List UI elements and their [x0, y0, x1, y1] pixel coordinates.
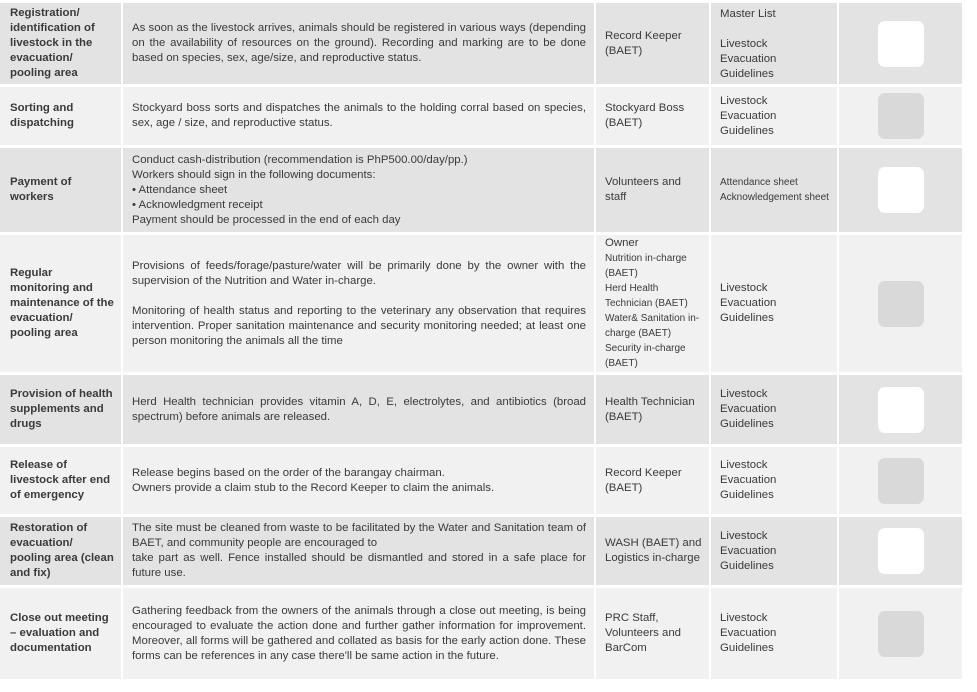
- responsible-line: Nutrition in-charge (BAET): [605, 253, 687, 279]
- reference-line: Livestock Evacuation Guidelines: [720, 459, 777, 501]
- table-row: [0, 375, 977, 444]
- reference-cell: [711, 588, 837, 679]
- checkbox-cell: [839, 447, 962, 514]
- checkbox-cell: [839, 3, 962, 84]
- responsible-cell: [596, 517, 709, 585]
- responsible-cell: [596, 235, 709, 372]
- description-line: • Acknowledgment receipt: [132, 198, 263, 211]
- activity-cell: [0, 517, 121, 585]
- activity-label: Release of livestock after end of emergency: [10, 459, 111, 501]
- description-line: Workers should sign in the following documents:: [132, 168, 376, 181]
- reference-cell: [711, 87, 837, 145]
- activity-cell: [0, 87, 121, 145]
- activity-label: Sorting and dispatching: [10, 102, 74, 129]
- responsible-line: Stockyard Boss (BAET): [605, 102, 685, 129]
- reference-line: Livestock Evacuation Guidelines: [720, 282, 777, 324]
- activity-cell: [0, 447, 121, 514]
- reference-cell: [711, 3, 837, 84]
- activity-cell: [0, 3, 121, 84]
- responsible-line: WASH (BAET) and Logistics in-charge: [605, 537, 702, 564]
- responsible-line: Record Keeper (BAET): [605, 466, 682, 494]
- activity-label: Close out meeting – evaluation and documentation: [10, 612, 109, 654]
- checkbox-cell: [839, 588, 962, 679]
- reference-line: Livestock Evacuation Guidelines: [720, 94, 777, 137]
- responsible-cell: [596, 87, 709, 145]
- description-line: [132, 289, 586, 304]
- activity-cell: [0, 588, 121, 679]
- description-cell: [123, 235, 594, 372]
- responsible-cell: [596, 588, 709, 679]
- description-cell: [123, 375, 594, 444]
- table-row: [0, 3, 977, 84]
- reference-cell: [711, 517, 837, 585]
- activity-label: Provision of health supplements and drugs: [10, 388, 113, 430]
- responsible-line: Owner: [605, 237, 639, 249]
- reference-line: Master List: [720, 8, 776, 20]
- activity-label: Restoration of evacuation/ pooling area (clean and fix): [10, 522, 114, 579]
- responsible-line: PRC Staff, Volunteers and BarCom: [605, 612, 681, 654]
- checkbox-cell: [839, 517, 962, 585]
- checkbox[interactable]: [878, 281, 924, 327]
- responsible-line: Herd Health Technician (BAET): [605, 283, 688, 309]
- checkbox[interactable]: [878, 528, 924, 574]
- activity-label: Payment of workers: [10, 176, 72, 203]
- description-line: As soon as the livestock arrives, animals should be registered in various ways (depending on the availability of resources on the ground). Recording and marking are to be done based on species, sex, age/size, and reproductive status.: [132, 22, 586, 64]
- activity-label: Registration/ identification of livestock in the evacuation/ pooling area: [10, 7, 95, 79]
- responsible-cell: [596, 375, 709, 444]
- description-line: Herd Health technician provides vitamin A, D, E, electrolytes, and antibiotics (broad spectrum) before animals are released.: [132, 395, 586, 423]
- checkbox-cell: [839, 87, 962, 145]
- responsible-line: Health Technician (BAET): [605, 395, 695, 423]
- table-row: [0, 148, 977, 232]
- responsible-cell: [596, 447, 709, 514]
- responsible-line: Volunteers and staff: [605, 176, 681, 203]
- description-line: The site must be cleaned from waste to be facilitated by the Water and Sanitation team of BAET, and community people are encouraged to: [132, 522, 586, 549]
- description-cell: [123, 3, 594, 84]
- reference-line: Attendance sheet: [720, 177, 798, 188]
- description-line: Conduct cash-distribution (recommendation is PhP500.00/day/pp.): [132, 153, 468, 166]
- reference-cell: [711, 235, 837, 372]
- checkbox[interactable]: [878, 167, 924, 213]
- checkbox[interactable]: [878, 21, 924, 67]
- description-line: Provisions of feeds/forage/pasture/water will be primarily done by the owner with the supervision of the Nutrition and Water in-charge.: [132, 259, 586, 287]
- description-line: Monitoring of health status and reporting to the veterinary any observation that requires intervention. Proper sanitation maintenance and security monitoring needed; at least one person monitoring the animals all the time: [132, 304, 586, 347]
- table-row: [0, 588, 977, 679]
- responsible-line: Security in-charge (BAET): [605, 343, 686, 369]
- description-line: Release begins based on the order of the barangay chairman.: [132, 466, 445, 479]
- checkbox[interactable]: [878, 458, 924, 504]
- reference-cell: [711, 375, 837, 444]
- description-cell: [123, 588, 594, 679]
- checkbox-cell: [839, 375, 962, 444]
- checkbox-cell: [839, 148, 962, 232]
- activity-label: Regular monitoring and maintenance of the evacuation/ pooling area: [10, 267, 114, 339]
- reference-line: Acknowledgement sheet: [720, 192, 829, 203]
- description-line: Gathering feedback from the owners of the animals through a close out meeting, is being encouraged to evaluate the action done and further gather information for improvement. Moreover, all forms will be gathered and collated as basis for the early action done. These forms can be references in any case there'll be same action in the future.: [132, 604, 586, 662]
- reference-line: Livestock Evacuation Guidelines: [720, 612, 777, 654]
- table-row: [0, 235, 977, 372]
- checkbox-cell: [839, 235, 962, 372]
- responsible-cell: [596, 3, 709, 84]
- description-cell: [123, 447, 594, 514]
- responsible-line: Water& Sanitation in-charge (BAET): [605, 313, 700, 339]
- checkbox[interactable]: [878, 611, 924, 657]
- table-row: [0, 447, 977, 514]
- reference-cell: [711, 148, 837, 232]
- description-cell: [123, 148, 594, 232]
- description-line: Stockyard boss sorts and dispatches the animals to the holding corral based on species, sex, age / size, and reproductive status.: [132, 102, 586, 129]
- checkbox[interactable]: [878, 387, 924, 433]
- description-line: • Attendance sheet: [132, 183, 228, 196]
- description-cell: [123, 517, 594, 585]
- description-line: Owners provide a claim stub to the Record Keeper to claim the animals.: [132, 481, 495, 494]
- reference-line: Livestock Evacuation Guidelines: [720, 388, 777, 430]
- responsible-line: Record Keeper (BAET): [605, 29, 682, 57]
- reference-line: [720, 22, 833, 37]
- table-row: [0, 517, 977, 585]
- activity-cell: [0, 375, 121, 444]
- description-line: take part as well. Fence installed should be dismantled and stored in a safe place for future use.: [132, 552, 586, 579]
- responsible-cell: [596, 148, 709, 232]
- activity-cell: [0, 235, 121, 372]
- checkbox[interactable]: [878, 93, 924, 139]
- reference-line: Livestock Evacuation Guidelines: [720, 529, 777, 572]
- description-cell: [123, 87, 594, 145]
- activity-cell: [0, 148, 121, 232]
- description-line: Payment should be processed in the end of each day: [132, 213, 401, 226]
- reference-cell: [711, 447, 837, 514]
- table-row: [0, 87, 977, 145]
- reference-line: Livestock Evacuation Guidelines: [720, 38, 777, 80]
